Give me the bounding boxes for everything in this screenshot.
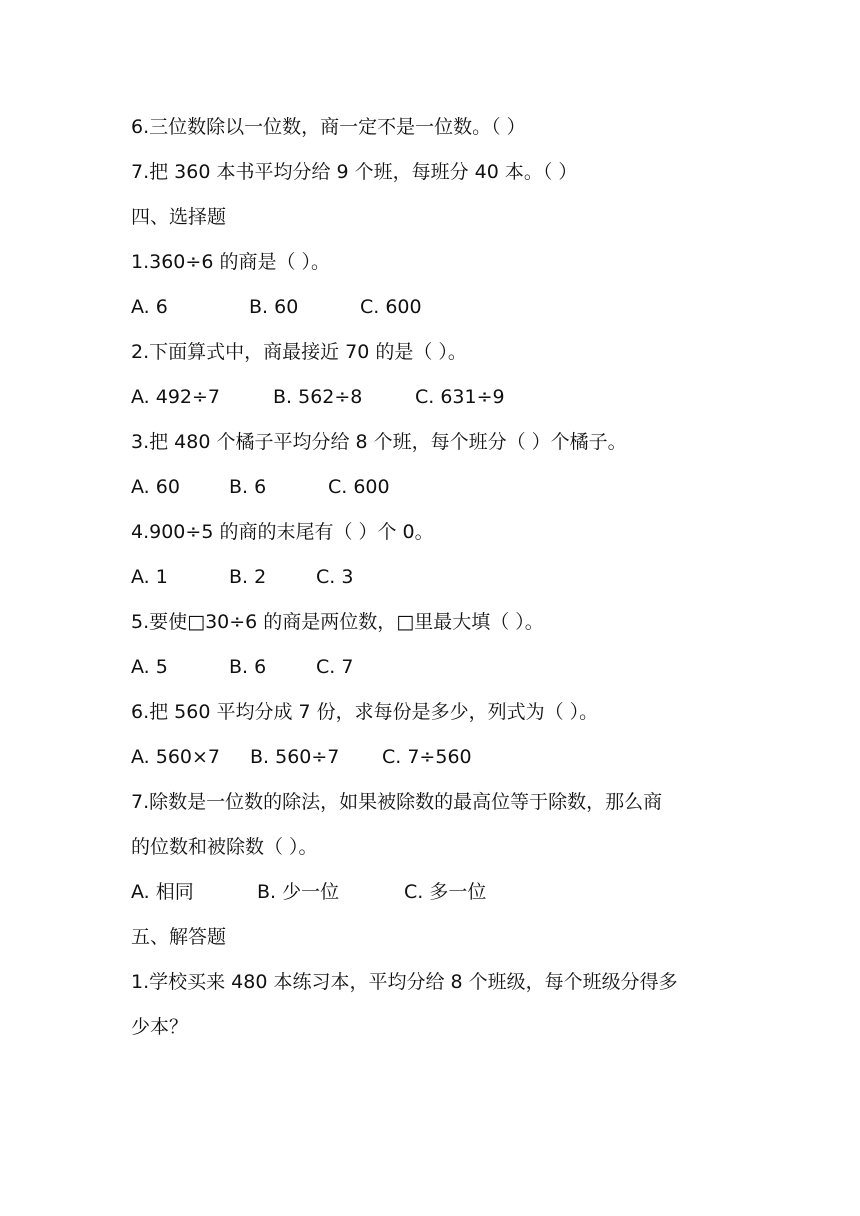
option-b: B. 2: [229, 566, 267, 588]
option-c: C. 631÷9: [415, 386, 505, 408]
section4-heading: 四、选择题: [131, 206, 227, 228]
option-c: C. 600: [328, 476, 390, 498]
option-b: B. 少一位: [257, 881, 340, 903]
mc-q4-stem: 4.900÷5 的商的末尾有（ ）个 0。: [131, 521, 434, 543]
option-a: A. 6: [131, 296, 168, 318]
option-a: A. 1: [131, 566, 168, 588]
option-a: A. 5: [131, 656, 168, 678]
option-b: B. 60: [249, 296, 299, 318]
judge-q7: 7.把 360 本书平均分给 9 个班，每班分 40 本。（ ）: [131, 161, 578, 183]
option-c: C. 7÷560: [382, 746, 472, 768]
option-b: B. 560÷7: [250, 746, 340, 768]
option-c: C. 多一位: [404, 881, 487, 903]
mc-q7-stem-line2: 的位数和被除数（ ）。: [131, 836, 318, 858]
mc-q6-stem: 6.把 560 平均分成 7 份，求每份是多少，列式为（ ）。: [131, 701, 599, 723]
mc-q7-stem-line1: 7.除数是一位数的除法，如果被除数的最高位等于除数，那么商: [131, 791, 663, 813]
option-c: C. 600: [360, 296, 422, 318]
option-a: A. 560×7: [131, 746, 221, 768]
mc-q3-stem: 3.把 480 个橘子平均分给 8 个班，每个班分（ ）个橘子。: [131, 431, 627, 453]
option-a: A. 相同: [131, 881, 194, 903]
answer-q1-line1: 1.学校买来 480 本练习本，平均分给 8 个班级，每个班级分得多: [131, 971, 678, 993]
option-b: B. 6: [229, 656, 267, 678]
option-a: A. 60: [131, 476, 180, 498]
option-b: B. 562÷8: [273, 386, 363, 408]
mc-q1-stem: 1.360÷6 的商是（ ）。: [131, 251, 330, 273]
section5-heading: 五、解答题: [131, 926, 227, 948]
option-c: C. 7: [316, 656, 354, 678]
option-a: A. 492÷7: [131, 386, 221, 408]
option-c: C. 3: [316, 566, 354, 588]
option-b: B. 6: [229, 476, 267, 498]
mc-q5-stem: 5.要使□30÷6 的商是两位数，□里最大填（ ）。: [131, 611, 544, 633]
answer-q1-line2: 少本？: [131, 1016, 189, 1038]
mc-q2-stem: 2.下面算式中，商最接近 70 的是（ ）。: [131, 341, 467, 363]
judge-q6: 6.三位数除以一位数，商一定不是一位数。（ ）: [131, 116, 526, 138]
